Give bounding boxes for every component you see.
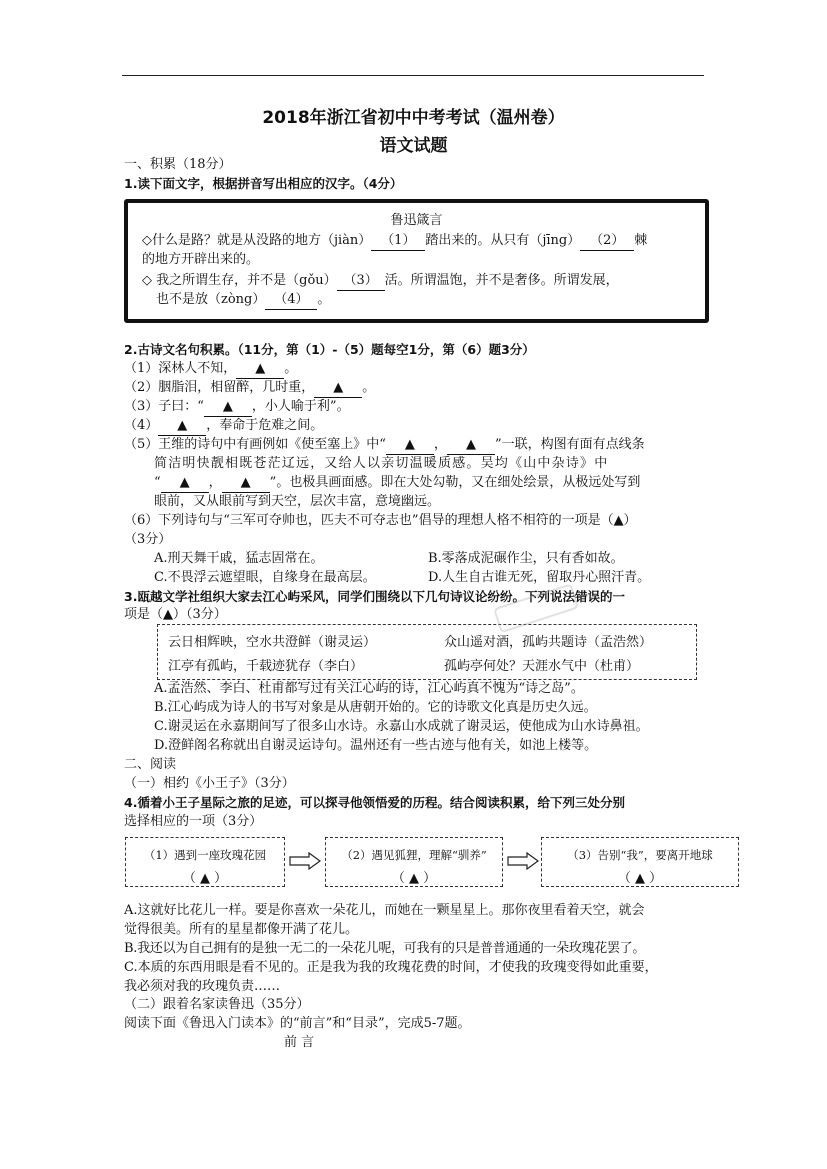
quote-line-1 bbox=[142, 231, 647, 251]
part-1-heading: （一）相约《小王子》（3分） bbox=[124, 776, 295, 791]
flow-step-1-label: （1）遇到一座玫瑰花园 bbox=[143, 848, 267, 862]
q2-item-5-line-1 bbox=[124, 435, 645, 455]
q4-stem-line-2: 选择相应的一项（3分） bbox=[124, 814, 263, 829]
q3-option-d[interactable]: D.澄鲜阁名称就出自谢灵运诗句。温州还有一些古迹与他有关，如池上楼等。 bbox=[154, 738, 598, 753]
quote-line-1b: 踏出来的。从只有（jīng） bbox=[425, 233, 581, 248]
q4-option-c-line-2: 我必须对我的玫瑰负责…… bbox=[124, 979, 281, 994]
header-rule bbox=[122, 75, 704, 76]
exam-subtitle: 语文试题 bbox=[379, 136, 448, 156]
quote-line-2: 的地方开辟出来的。 bbox=[142, 252, 260, 267]
q2-stem-text: 2.古诗文名句积累。（11分，第（1）-（5）题每空1分，第（6）题3分） bbox=[124, 342, 535, 357]
q3-option-b[interactable]: B.江心屿成为诗人的书写对象是从唐朝开始的。它的诗歌文化真是历史久远。 bbox=[154, 700, 597, 715]
flow-step-2 bbox=[325, 837, 503, 887]
q4-option-a-line-1[interactable]: A.这就好比花儿一样。要是你喜欢一朵花儿，而她在一颗星星上。那你夜里看着天空，就会 bbox=[124, 903, 645, 918]
poem-meng-haoran: 众山遥对酒，孤屿共题诗（孟浩然） bbox=[444, 635, 653, 650]
q2-5-blank-4[interactable]: ▲ bbox=[222, 473, 270, 493]
q2-item-6-line-2: （3分） bbox=[124, 532, 172, 547]
q2-5-comma: ， bbox=[433, 437, 447, 452]
flow-arrow-2-icon bbox=[507, 852, 539, 870]
q2-1-end: 。 bbox=[284, 361, 298, 376]
blank-3[interactable]: （3） bbox=[337, 271, 385, 291]
q3-option-a[interactable]: A.孟浩然、李白、杜甫都写过有关江心屿的诗，江心屿真不愧为“诗之岛”。 bbox=[154, 681, 584, 696]
poem-li-bai: 江亭有孤屿，千载迹犹存（李白） bbox=[168, 659, 364, 674]
q2-2-blank[interactable]: ▲ bbox=[314, 378, 362, 398]
part-2-heading: （二）跟着名家读鲁迅（35分） bbox=[124, 997, 310, 1012]
q4-stem-1: 4.循着小王子星际之旅的足迹，可以探寻他领悟爱的历程。结合阅读积累，给下列三处分别 bbox=[124, 795, 625, 810]
q2-item-4 bbox=[124, 416, 323, 436]
q2-6-option-d[interactable]: D.人生自古谁无死，留取丹心照汗青。 bbox=[428, 570, 651, 585]
q2-item-6-line-1: （6）下列诗句与“三军可夺帅也，匹夫不可夺志也”倡导的理想人格不相符的一项是（▲） bbox=[124, 513, 637, 528]
q2-4-text: （4） bbox=[124, 418, 159, 433]
quote-line-3b: 活。所谓温饱，并不是奢侈。所谓发展， bbox=[384, 273, 619, 288]
quote-line-1c: 棘 bbox=[634, 233, 648, 248]
q2-5-blank-1[interactable]: ▲ bbox=[386, 435, 434, 455]
q2-2-end: 。 bbox=[362, 380, 376, 395]
q4-option-c-line-1[interactable]: C.本质的东西用眼是看不见的。正是我为我的玫瑰花费的时间，才使我的玫瑰变得如此重要， bbox=[124, 960, 658, 975]
blank-1[interactable]: （1） bbox=[371, 231, 425, 251]
q2-4-blank[interactable]: ▲ bbox=[158, 416, 206, 436]
q4-option-b[interactable]: B.我还以为自己拥有的是独一无二的一朵花儿呢，可我有的只是普普通通的一朵玫瑰花罢了。 bbox=[124, 941, 646, 956]
q2-item-5-line-2: 简洁明快靓相既苍茫辽远，又给人以亲切温暖质感。吴均《山中杂诗》中 bbox=[154, 456, 609, 471]
flow-step-3-answer[interactable]: （ ▲ ） bbox=[617, 871, 663, 886]
q2-5-text-c: ”一联，构图有面有点线条 bbox=[494, 437, 645, 452]
q2-6-option-c[interactable]: C.不畏浮云遮望眼，自缘身在最高层。 bbox=[154, 570, 376, 585]
poem-du-fu: 孤屿亭何处？天涯水气中（杜甫） bbox=[444, 659, 640, 674]
quote-line-4 bbox=[156, 290, 330, 310]
quote-line-1a: ◇什么是路？就是从没路的地方（jiàn） bbox=[142, 233, 372, 248]
q2-stem bbox=[124, 340, 535, 360]
q2-3-blank[interactable]: ▲ bbox=[204, 397, 252, 417]
q2-item-2 bbox=[124, 378, 375, 398]
q2-item-1 bbox=[124, 359, 297, 379]
q2-5-quote-open: “ bbox=[154, 475, 161, 490]
q2-4-end: ，奉命于危难之间。 bbox=[206, 418, 324, 433]
q3-stem-line-2: 项是（▲）（3分） bbox=[124, 607, 227, 622]
quote-box-title: 鲁迅箴言 bbox=[390, 213, 443, 228]
q2-5-text-3c: ”。也极具画面感。即在大处勾勒，又在细处绘景，从极远处写到 bbox=[269, 475, 641, 490]
flow-step-2-label: （2）遇见狐狸，理解“驯养” bbox=[341, 848, 487, 862]
q4-stem-line-1 bbox=[124, 793, 625, 813]
q1-stem-text: 1.读下面文字，根据拼音写出相应的汉字。（4分） bbox=[124, 176, 403, 191]
q2-6-option-a[interactable]: A.刑天舞干戚，猛志固常在。 bbox=[154, 551, 324, 566]
poem-xie-lingyun: 云日相辉映，空水共澄鲜（谢灵运） bbox=[168, 635, 377, 650]
q2-5-blank-3[interactable]: ▲ bbox=[161, 473, 209, 493]
flow-step-3 bbox=[541, 837, 739, 887]
flow-step-3-label: （3）告别“我”，要离开地球 bbox=[567, 848, 713, 862]
q2-5-text-a: （5）王维的诗句中有画例如《使至塞上》中“ bbox=[124, 437, 386, 452]
q3-option-c[interactable]: C.谢灵运在永嘉期间写了很多山水诗。永嘉山水成就了谢灵运，使他成为山水诗鼻祖。 bbox=[154, 719, 649, 734]
q2-3-end: ，小人喻于利”。 bbox=[251, 399, 350, 414]
exam-title: 2018年浙江省初中中考考试（温州卷） bbox=[262, 108, 565, 128]
blank-2[interactable]: （2） bbox=[580, 231, 634, 251]
quote-line-4b: 。 bbox=[317, 292, 331, 307]
lu-xun-quote-box bbox=[124, 199, 709, 323]
q2-5-blank-2[interactable]: ▲ bbox=[447, 435, 495, 455]
q2-2-text: （2）胭脂泪，相留醉，几时重， bbox=[124, 380, 315, 395]
q4-option-a-line-2: 觉得很美。所有的星星都像开满了花儿。 bbox=[124, 922, 359, 937]
q2-1-blank[interactable]: ▲ bbox=[236, 359, 284, 379]
q2-item-3 bbox=[124, 397, 350, 417]
q3-stem-1: 3.瓯越文学社组织大家去江心屿采风，同学们围绕以下几句诗议论纷纷。下列说法错误的一 bbox=[124, 589, 625, 604]
flow-step-1-answer[interactable]: （ ▲ ） bbox=[182, 871, 228, 886]
blank-4[interactable]: （4） bbox=[265, 290, 317, 310]
q2-5-comma-2: ， bbox=[208, 475, 222, 490]
quote-line-3a: ◇ 我之所谓生存，并不是（gǒu） bbox=[142, 273, 337, 288]
section-2-heading: 二、阅读 bbox=[124, 757, 177, 772]
flow-arrow-1-icon bbox=[289, 852, 321, 870]
flow-step-2-answer[interactable]: （ ▲ ） bbox=[391, 871, 437, 886]
q2-item-5-line-3 bbox=[154, 473, 640, 493]
quote-line-4a: 也不是放（zòng） bbox=[156, 292, 266, 307]
q1-stem bbox=[124, 174, 402, 194]
q2-item-5-line-4: 眼前，又从眼前写到天空，层次丰富，意境幽远。 bbox=[154, 494, 441, 509]
section-1-heading: 一、积累（18分） bbox=[124, 157, 232, 172]
q2-6-option-b[interactable]: B.零落成泥碾作尘，只有香如故。 bbox=[428, 551, 624, 566]
quote-line-3 bbox=[142, 271, 619, 291]
preface-heading: 前 言 bbox=[284, 1035, 315, 1050]
q2-1-text: （1）深林人不知， bbox=[124, 361, 237, 376]
flow-step-1 bbox=[125, 837, 285, 887]
q3-poem-box bbox=[157, 624, 697, 680]
q5-7-instructions: 阅读下面《鲁迅入门读本》的“前言”和“目录”，完成5-7题。 bbox=[124, 1016, 471, 1031]
q2-3-text: （3）子曰：“ bbox=[124, 399, 204, 414]
